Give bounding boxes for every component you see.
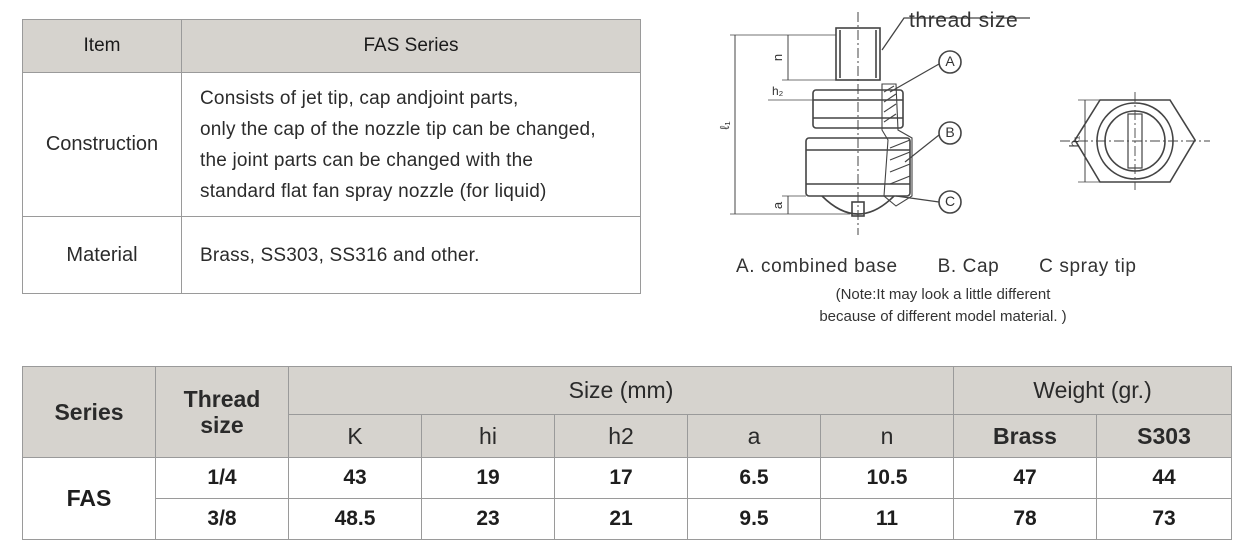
construction-line: the joint parts can be changed with the	[200, 149, 534, 171]
cell-s303: 44	[1097, 458, 1232, 499]
cell-hi: 23	[422, 499, 555, 540]
info-table	[22, 19, 641, 294]
cell-a: 9.5	[688, 499, 821, 540]
callout-b: B	[945, 124, 955, 140]
header-size-group: Size (mm)	[289, 367, 954, 415]
dim-h2-label: h₂	[772, 84, 784, 98]
material-label: Material	[23, 217, 182, 294]
header-series-col: Series	[23, 367, 156, 458]
construction-line: Consists of jet tip, cap andjoint parts,	[200, 87, 519, 109]
thread-size-label: thread size	[909, 9, 1019, 32]
diagram-legend	[736, 256, 1171, 278]
table-row	[23, 499, 1232, 540]
diagram-note-line2: because of different model material. )	[819, 308, 1067, 325]
header-n: n	[821, 415, 954, 458]
cell-hi: 19	[422, 458, 555, 499]
header-h2: h2	[555, 415, 688, 458]
header-s303: S303	[1097, 415, 1232, 458]
spec-table	[22, 366, 1232, 540]
construction-label: Construction	[23, 73, 182, 217]
cell-h2: 21	[555, 499, 688, 540]
header-hi: hi	[422, 415, 555, 458]
nozzle-drawing	[700, 0, 1240, 250]
cell-n: 11	[821, 499, 954, 540]
dim-l1-label: ℓ₁	[716, 121, 732, 130]
diagram-note-line1: (Note:It may look a little different	[835, 286, 1051, 303]
construction-value	[182, 73, 641, 217]
cell-thread: 1/4	[156, 458, 289, 499]
construction-line: only the cap of the nozzle tip can be changed,	[200, 118, 596, 140]
cell-n: 10.5	[821, 458, 954, 499]
spec-header-row-1	[23, 367, 1232, 415]
material-value	[182, 217, 641, 294]
material-line: Brass, SS303, SS316 and other.	[200, 244, 480, 266]
info-header-row	[23, 20, 641, 73]
callout-a: A	[945, 53, 955, 69]
cell-k: 48.5	[289, 499, 422, 540]
cell-thread: 3/8	[156, 499, 289, 540]
callout-c: C	[944, 193, 956, 209]
info-row-construction	[23, 73, 641, 217]
series-cell: FAS	[23, 458, 156, 540]
cell-s303: 73	[1097, 499, 1232, 540]
dim-h1-label: h₁	[1066, 135, 1082, 148]
header-thread-size	[156, 367, 289, 458]
header-brass: Brass	[954, 415, 1097, 458]
cell-a: 6.5	[688, 458, 821, 499]
thread-header-line2: size	[200, 412, 244, 438]
nozzle-diagram	[700, 0, 1240, 345]
thread-header-line1: Thread	[183, 386, 261, 412]
cell-brass: 47	[954, 458, 1097, 499]
cell-brass: 78	[954, 499, 1097, 540]
header-weight-group: Weight (gr.)	[954, 367, 1232, 415]
info-row-material	[23, 217, 641, 294]
construction-line: standard flat fan spray nozzle (for liquid)	[200, 180, 547, 202]
legend-a: A. combined base	[736, 256, 898, 277]
header-item: Item	[23, 20, 182, 73]
cell-h2: 17	[555, 458, 688, 499]
header-a: a	[688, 415, 821, 458]
dim-n-label: n	[770, 53, 786, 62]
header-k: K	[289, 415, 422, 458]
dim-a-label: a	[770, 201, 786, 210]
table-row	[23, 458, 1232, 499]
legend-c: C spray tip	[1039, 256, 1137, 277]
legend-b: B. Cap	[937, 256, 1000, 277]
cell-k: 43	[289, 458, 422, 499]
header-series: FAS Series	[182, 20, 641, 73]
